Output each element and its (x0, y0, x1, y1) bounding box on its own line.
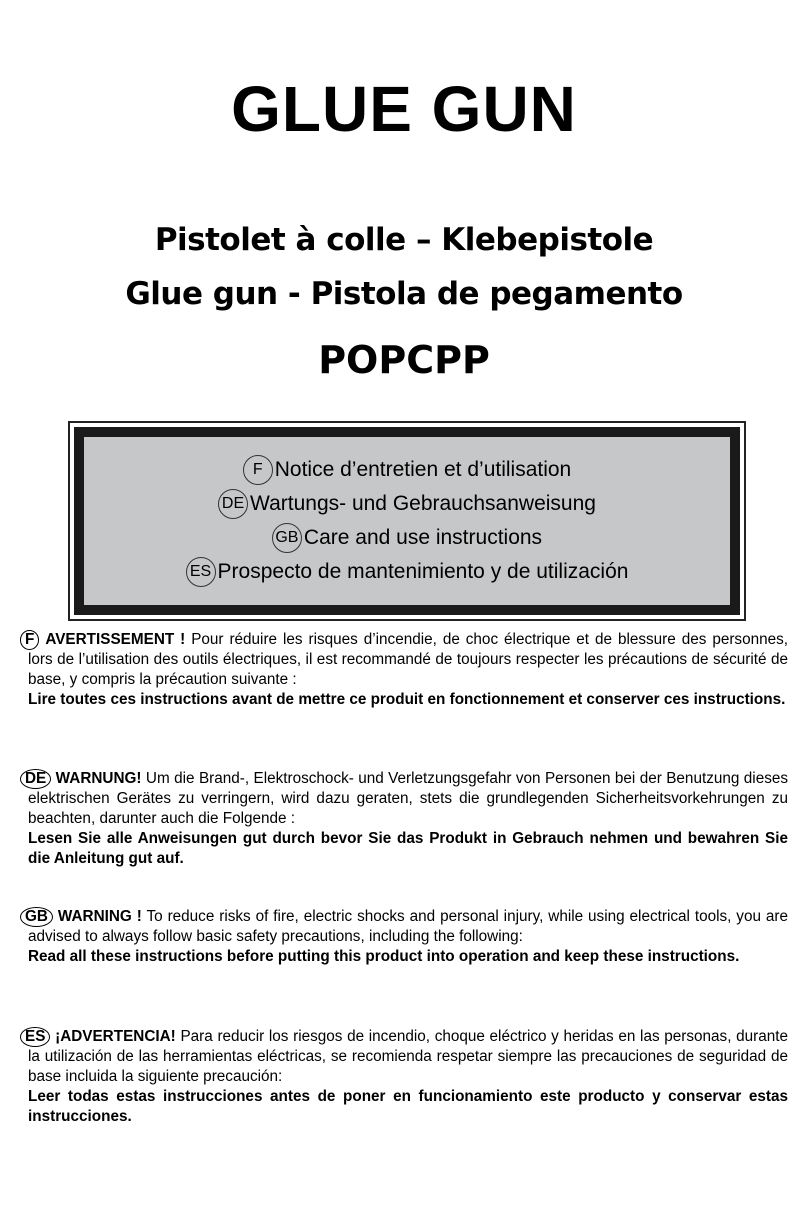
language-code-badge: DE (20, 769, 51, 789)
warning-section-es (25, 1027, 789, 1127)
warning-body: Para reducir los riesgos de incendio, choque eléctrico y heridas en las personas, durante la utilización de las herramientas eléctricas, se recomienda respetar siempre las precauciones de seguridad de base incluida la siguiente precaución: (28, 1028, 789, 1085)
language-code-badge: DE (218, 489, 248, 519)
warning-emphasis: Lire toutes ces instructions avant de mettre ce produit en fonctionnement et conserver ces instructions. (28, 691, 786, 708)
instructions-text: Care and use instructions (303, 526, 543, 549)
warning-body: To reduce risks of fire, electric shocks and personal injury, while using electrical tools, you are advised to always follow basic safety precautions, including the following: (28, 908, 789, 945)
instructions-text: Wartungs- und Gebrauchsanweisung (250, 492, 596, 515)
language-code-badge: GB (20, 907, 53, 927)
language-code-badge: ES (186, 557, 216, 587)
document-title: GLUE GUN (231, 73, 577, 145)
instructions-line-gb (272, 523, 542, 553)
warning-heading: WARNUNG! (55, 770, 142, 787)
instructions-text: Prospecto de mantenimiento y de utilización (217, 560, 629, 583)
subtitle-line-1: Pistolet à colle – Klebepistole (154, 222, 654, 258)
warning-emphasis: Leer todas estas instrucciones antes de poner en funcionamiento este producto y conservar estas instrucciones. (28, 1088, 788, 1125)
language-code-badge: GB (272, 523, 302, 553)
warning-section-fr (25, 630, 789, 710)
model-number: POPCPP (318, 338, 490, 382)
language-code-badge: F (243, 455, 273, 485)
warning-section-gb (25, 907, 789, 967)
instructions-text: Notice d’entretien et d’utilisation (274, 458, 572, 481)
instructions-line-de (218, 489, 596, 519)
warning-heading: WARNING ! (57, 908, 142, 925)
instructions-line-es (186, 557, 629, 587)
warning-body: Um die Brand-, Elektroschock- und Verletzungsgefahr von Personen bei der Benutzung dieses elektrischen Gerätes zu verringern, wird dazu geraten, stets die grundlegenden Sicherheitsvorkehrungen zu beachten, darunter auch die Folgende : (28, 770, 788, 827)
warning-emphasis: Read all these instructions before putting this product into operation and keep these instructions. (28, 948, 740, 965)
instructions-line-fr (243, 455, 572, 485)
language-code-badge: F (20, 630, 39, 650)
warning-heading: ¡ADVERTENCIA! (55, 1028, 176, 1045)
warning-heading: AVERTISSEMENT ! (45, 631, 186, 648)
subtitle-line-2: Glue gun - Pistola de pegamento (125, 276, 683, 312)
warning-body: Pour réduire les risques d’incendie, de choc électrique et de blessure des personnes, lors de l’utilisation des outils électriques, il est recommandé de toujours respecter les précautions de sécurité de base, y compris la précaution suivante : (28, 631, 789, 688)
language-code-badge: ES (20, 1027, 50, 1047)
instructions-box (68, 421, 746, 621)
warning-section-de (25, 769, 788, 869)
warning-emphasis: Lesen Sie alle Anweisungen gut durch bevor Sie das Produkt in Gebrauch nehmen und bewahren Sie die Anleitung gut auf. (28, 830, 788, 867)
